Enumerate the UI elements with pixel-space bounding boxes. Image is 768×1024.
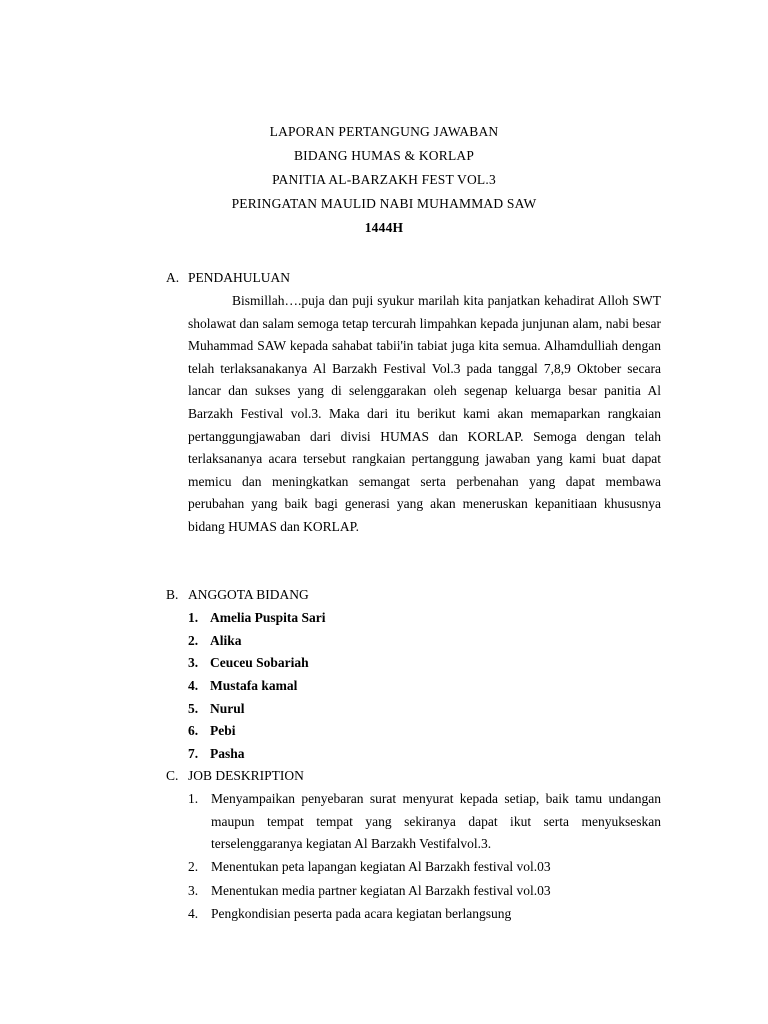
job-description-list xyxy=(188,788,661,926)
list-number: 3. xyxy=(188,655,199,671)
report-title-block xyxy=(0,120,768,240)
job-description-text: Menentukan media partner kegiatan Al Barzakh festival vol.03 xyxy=(211,882,551,898)
section-a-heading xyxy=(166,268,290,288)
title-line-2: BIDANG HUMAS & KORLAP xyxy=(293,148,475,163)
list-item xyxy=(188,607,326,630)
list-number: 4. xyxy=(188,905,199,921)
list-number: 1. xyxy=(188,791,199,806)
member-list xyxy=(188,607,326,766)
member-name: Amelia Puspita Sari xyxy=(210,610,326,625)
section-b-title: ANGGOTA BIDANG xyxy=(188,587,309,602)
list-item xyxy=(188,675,326,698)
section-b-letter: B. xyxy=(166,587,179,602)
member-name: Pasha xyxy=(210,746,245,762)
member-name: Ceuceu Sobariah xyxy=(210,655,309,671)
job-description-text: Menyampaikan penyebaran surat menyurat kepada setiap, baik tamu undangan maupun tempat tempat yang sekiranya dapat ikut serta menyukseskan terselenggaranya kegiatan Al Barzakh Vestifalvol.3. xyxy=(211,791,661,851)
job-description-text: Menentukan peta lapangan kegiatan Al Barzakh festival vol.03 xyxy=(211,859,551,875)
job-description-text: Pengkondisian peserta pada acara kegiatan berlangsung xyxy=(211,905,512,921)
list-item xyxy=(188,720,326,743)
list-number: 2. xyxy=(188,632,199,648)
list-number: 7. xyxy=(188,746,199,762)
list-number: 2. xyxy=(188,859,199,875)
introduction-paragraph: Bismillah….puja dan puji syukur marilah kita panjatkan kehadirat Alloh SWT sholawat dan salam semoga tetap tercurah limpahkan kepada junjunan alam, nabi besar Muhammad SAW kepada sahabat tabii'in tabiat juga kita semua. Alhamdulliah dengan telah terlaksanakanya Al Barzakh Festival Vol.3 pada tanggal 7,8,9 Oktober secara lancar dan sukses yang di selenggarakan oleh segenap keluarga besar panitia Al Barzakh Festival vol.3. Maka dari itu berikut kami akan memaparkan rangkaian pertanggungjawaban dari divisi HUMAS dan KORLAP. Semoga dengan telah terlaksananya acara tersebut rangkaian pertanggung jawaban yang kami buat dapat memicu dan meningkatkan semangat serta perbenahan yang dapat membawa perubahan yang baik bagi generasi yang akan meneruskan kepanitiaan khususnya bidang HUMAS dan KORLAP. xyxy=(188,293,661,534)
title-line-4: PERINGATAN MAULID NABI MUHAMMAD SAW xyxy=(231,196,537,211)
list-item xyxy=(188,788,661,856)
section-a-letter: A. xyxy=(166,270,180,285)
list-number: 5. xyxy=(188,700,199,716)
section-b-heading xyxy=(166,585,309,605)
member-name: Nurul xyxy=(210,700,245,716)
list-item xyxy=(188,652,326,675)
member-name: Alika xyxy=(210,632,242,648)
section-a-title: PENDAHULUAN xyxy=(188,270,290,285)
title-line-1: LAPORAN PERTANGUNG JAWABAN xyxy=(269,124,499,139)
section-c-heading xyxy=(166,766,304,786)
list-item xyxy=(188,903,661,926)
member-name: Pebi xyxy=(210,723,236,739)
section-c-letter: C. xyxy=(166,768,179,783)
member-name: Mustafa kamal xyxy=(210,678,298,694)
list-number: 3. xyxy=(188,882,199,898)
list-number: 6. xyxy=(188,723,199,739)
list-item xyxy=(188,743,326,766)
list-item xyxy=(188,630,326,653)
list-item xyxy=(188,856,661,879)
list-item xyxy=(188,880,661,903)
title-line-year: 1444H xyxy=(364,220,404,235)
list-number: 1. xyxy=(188,610,199,625)
list-item xyxy=(188,698,326,721)
title-line-3: PANITIA AL-BARZAKH FEST VOL.3 xyxy=(272,172,496,187)
list-number: 4. xyxy=(188,678,199,694)
section-c-title: JOB DESKRIPTION xyxy=(188,768,304,783)
